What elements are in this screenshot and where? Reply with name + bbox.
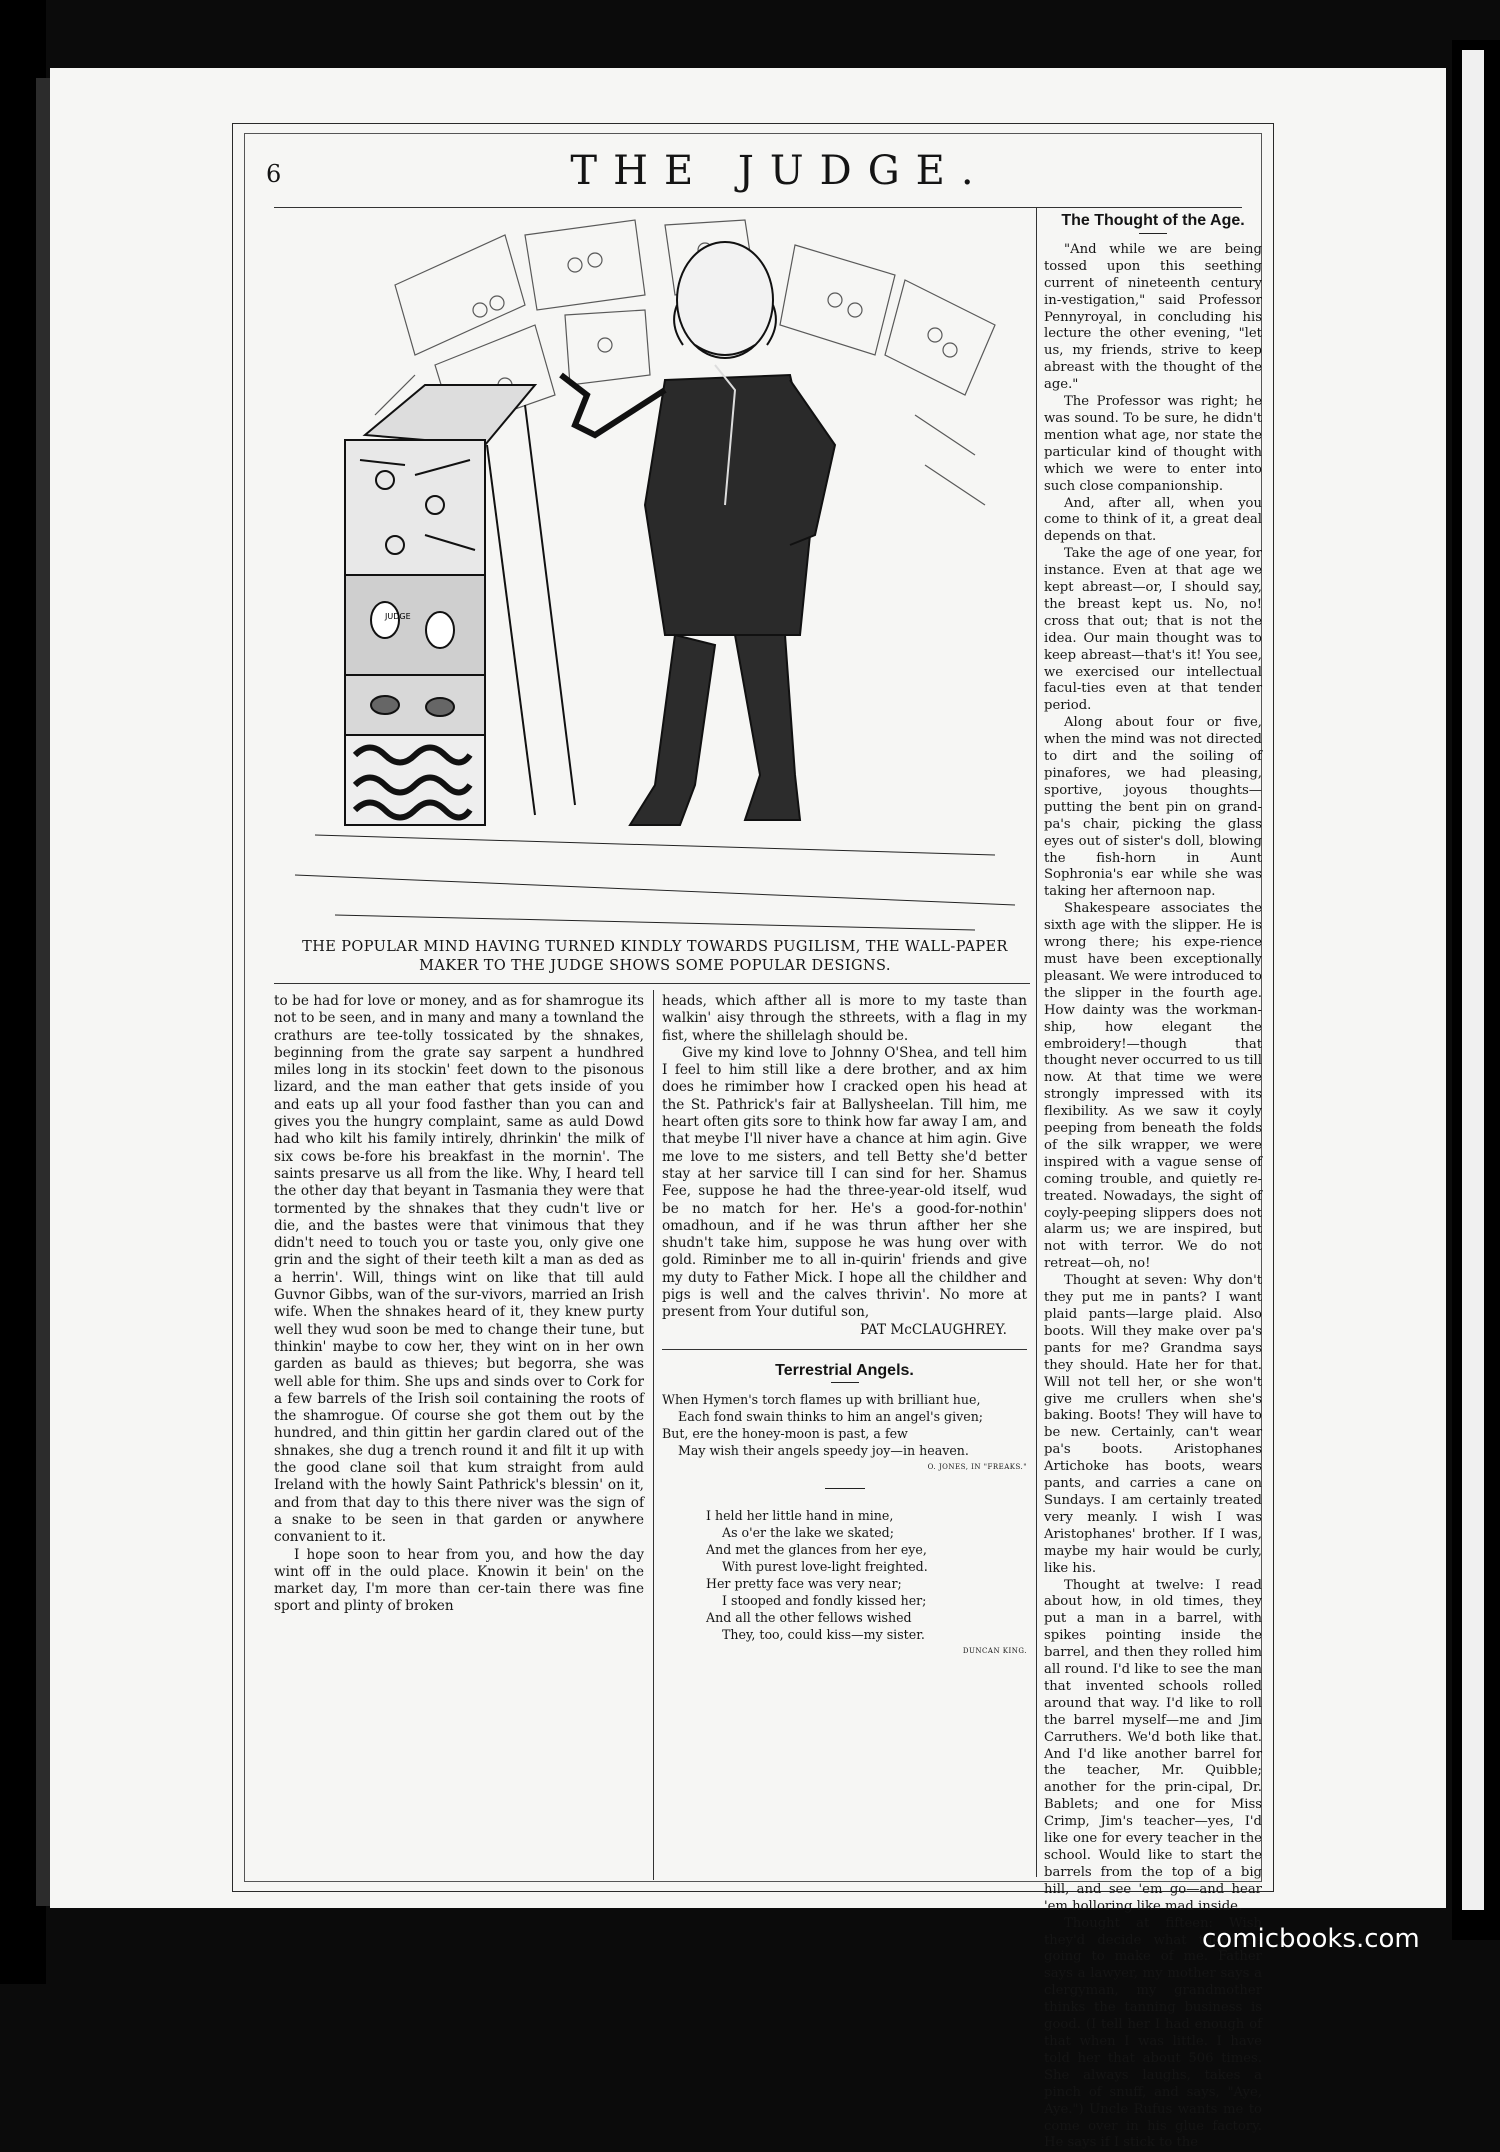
essay-paragraph: The Professor was right; he was sound. To be sure, he didn't mention what age, nor state the particular kind of thought with which we were to enter into such close companionship. (1044, 394, 1262, 494)
essay-paragraph: Thought at seven: Why don't they put me in pants? I want plaid pants—large plaid. Also boots. Will they make over pa's pants for me? Grandma says they should. Hate her for that. Will not tell her, or she won't give me crullers when she's baking. Boots! They will have to be new. Certainly, can't wear pa's boots. Aristophanes Artichoke has boots, wears pants, and carries a cane on Sundays. I am certainly treated very meanly. I wish I was Aristophanes' brother. If I was, maybe my hair would be curly, like his. (1044, 1273, 1262, 1576)
wallpaper-display-rack (345, 385, 575, 825)
letter-paragraph: to be had for love or money, and as for shamrogue its not to be seen, and in many and many a townland the crathurs are tee-tolly tossicated by the shnakes, beginning from the grate say sarpent a hundhred miles long in its stockin' feet down to the pisonous lizard, and the man eather that gets inside of you and eats up all your food fasther than you can and gives you the hungry complaint, same as auld Dowd had who kilt his family intirely, dhrinkin' the milk of six cows be-fore his breakfast in the mornin'. The saints presarve us all from the like. Why, I heard tell the other day that beyant in Tasmania they were that tormented by the shnakes that they cudn't live or die, and the bastes were that vinimous that they didn't need to touch you or taste you, only give one grin and the sight of their teeth kilt a man as ded as a herrin'. Will, things wint on like that till auld Guvnor Gibbs, wan of the sur-vivors, married an Irish wife. When the shnakes heard of it, they knew purty well they wud soon be med to change their tune, but thinkin' maybe to cow her, they wint on in her own garden as bauld as thieves; but begorra, she was well able for thim. She ups and sinds over to Cork for a few barrels of the Irish soil containing the roots of the shamrogue. Of course she got them out by the hundred, and thin gittin her gardin clared out of the shnakes, she dug a trench round it and filt it up with the good clane soil that kum straight from auld Ireland with the howly Saint Pathrick's blessin' on it, and from that day to this there niver was the sign of a snake to be seen in that garden or anywhere convanient to it. (274, 993, 644, 1546)
poem-credit: O. JONES, IN "FREAKS." (927, 1463, 1027, 1472)
poem-line: With purest love-light freighted. (722, 1559, 928, 1575)
essay-column (1044, 213, 1262, 2152)
masthead-title: THE JUDGE. (570, 148, 990, 194)
board-label: JUDGE (385, 612, 411, 621)
letter-signature: PAT McCLAUGHREY. (859, 1321, 1007, 1338)
letter-paragraph: I hope soon to hear from you, and how the day wint off in the ould place. Knowin it bein' on the market day, I'm more than cer-tain there was fine sport and plinty of broken (274, 1546, 644, 1615)
letter-column-1 (274, 993, 644, 1616)
column-divider (653, 990, 654, 1880)
essay-paragraph: And, after all, when you come to think of it, a great deal depends on that. (1044, 495, 1262, 545)
essay-paragraph: Take the age of one year, for instance. Even at that age we kept abreast—or, I should say, the breast kept us. No, no! cross that out; that is not the idea. Our main thought was to keep abreast—that's it! You see, we exercised our intellectual facul-ties even at that tender period. (1044, 546, 1262, 714)
title-rule (831, 1382, 859, 1383)
next-page-edge (1462, 50, 1484, 1910)
page-number: 6 (266, 160, 282, 188)
letter-paragraph: heads, which afther all is more to my taste than walkin' aisy through the sthreets, with a flag in my fist, where the shillelagh should be. (662, 993, 1027, 1044)
poem-divider (825, 1488, 865, 1489)
poem-line: I held her little hand in mine, (706, 1508, 894, 1524)
poem-line: Her pretty face was very near; (706, 1576, 902, 1592)
section-rule (662, 1349, 1027, 1350)
poem-line: When Hymen's torch flames up with brilliant hue, (662, 1392, 981, 1408)
poem-line: And all the other fellows wished (706, 1610, 912, 1626)
essay-title: The Thought of the Age. (1061, 212, 1245, 229)
title-rule (1139, 233, 1167, 234)
caption-rule (274, 983, 1030, 984)
letter-paragraph: Give my kind love to Johnny O'Shea, and tell him I feel to him still like a dere brother, and ax him does he rimimber how I cracked open his head at the St. Pathrick's fair at Ballysheelan. Till him, me heart often gits sore to think how far away I am, and that meybe I'll niver have a chance at him agin. Give me love to me sisters, and tell Betty she'd better stay at her sarvice till I can sind for her. Shamus Fee, suppose he had the three-year-old itself, wud be no match for her. He's a good-for-nothin' omadhoun, and if he was thrun afther her she shudn't take him, suppose he was hung over with gold. Riminber me to all in-quirin' friends and give my duty to Father Mick. I hope all the childher and pigs is well and the calves thrivin'. No more at present from Your dutiful son, (662, 1044, 1027, 1321)
column-divider (1036, 207, 1037, 1877)
poem-line: May wish their angels speedy joy—in heaven. (678, 1443, 969, 1459)
site-watermark: comicbooks.com (1202, 1924, 1420, 1954)
poem-line: I stooped and fondly kissed her; (722, 1593, 927, 1609)
floor-boards (295, 835, 1015, 930)
essay-paragraph: Thought at twelve: I read about how, in old times, they put a man in a barrel, with spikes pointing inside the barrel, and then they rolled him all round. I'd like to see the man that invented schools rolled around that way. I'd like to roll the barrel myself—me and Jim Carruthers. We'd both like that. And I'd like another barrel for the teacher, Mr. Quibble; another for the prin-cipal, Dr. Bablets; and one for Miss Crimp, Jim's teacher—yes, I'd like one for every teacher in the school. Would like to start the barrels from the top of a big hill, and see 'em go—and hear 'em holloring like mad inside. (1044, 1577, 1262, 1914)
poem-title: Terrestrial Angels. (775, 1361, 914, 1379)
illustration-caption: THE POPULAR MIND HAVING TURNED KINDLY TOWARDS PUGILISM, THE WALL-PAPER MAKER TO THE JUDGE SHOWS SOME POPULAR DESIGNS. (302, 939, 1008, 974)
essay-paragraph: Shakespeare associates the sixth age with the slipper. He is wrong there; his expe-rience must have been exceptionally pleasant. We were introduced to the slipper in the fourth age. How dainty was the workman-ship, how elegant the embroidery!—though that thought never occurred to us till now. At that time we were strongly impressed with its flexibility. As we saw it coyly peeping from beneath the folds of the silk wrapper, we were inspired with a vague sense of coming trouble, and quietly re-treated. Nowadays, the sight of coyly-peeping slippers does not alarm us; we are inspired, but not with terror. We do not retreat—oh, no! (1044, 901, 1262, 1272)
poem-line: They, too, could kiss—my sister. (722, 1627, 925, 1643)
poem-block-1 (662, 1391, 1027, 1476)
cartoon-illustration (275, 215, 1027, 935)
letter-column-2 (662, 993, 1027, 1660)
header-rule (274, 207, 1242, 208)
poem-block-2 (662, 1507, 1027, 1660)
essay-paragraph: Thought at fifteen: Wish they'd decide what they are going to make of me. Father says a lawyer, my mother says a clergyman, my grandmother thinks the tanning business is good. (I tell her I had enough of that when I was little. I have told her that about 506 times. She always laughs, takes a pinch of snuff, and says, "Aye, Aye.") Uncle Rufus wants me to come over in his glue factory. He says if I stick to the (1044, 1915, 1262, 2151)
poem-credit: DUNCAN KING. (962, 1647, 1027, 1656)
essay-paragraph: Along about four or five, when the mind was not directed to dirt and the soiling of pinafores, we had pleasing, sportive, joyous thoughts—putting the bent pin on grand-pa's chair, picking the glass eyes out of sister's doll, blowing the fish-horn in Aunt Sophronia's ear while she was taking her afternoon nap. (1044, 715, 1262, 900)
poem-line: As o'er the lake we skated; (722, 1525, 894, 1541)
poem-line: And met the glances from her eye, (706, 1542, 927, 1558)
essay-paragraph: "And while we are being tossed upon this seething current of nineteenth century in-vestigation," said Professor Pennyroyal, in concluding his lecture the other evening, "let us, my friends, strive to keep abreast with the thought of the age." (1044, 241, 1262, 393)
poem-line: But, ere the honey-moon is past, a few (662, 1426, 908, 1442)
poem-line: Each fond swain thinks to him an angel's given; (678, 1409, 984, 1425)
